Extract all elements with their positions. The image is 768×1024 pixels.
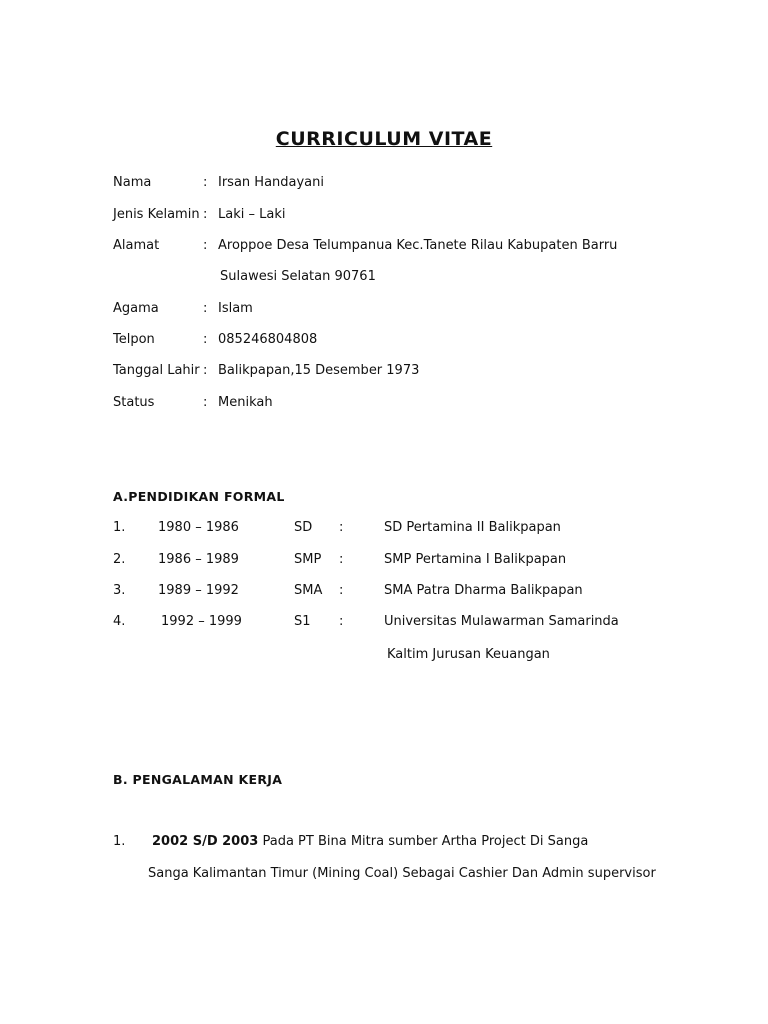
education-row-level: SMA (294, 583, 323, 598)
separator: : (339, 583, 344, 598)
education-row-number: 4. (113, 614, 126, 629)
separator: : (203, 332, 208, 347)
education-row-number: 3. (113, 583, 126, 598)
education-row-years: 1989 – 1992 (158, 583, 239, 598)
separator: : (203, 175, 208, 190)
separator: : (203, 395, 208, 410)
label-agama: Agama (113, 301, 159, 316)
experience-heading: B. PENGALAMAN KERJA (113, 772, 283, 787)
experience-item-text: Pada PT Bina Mitra sumber Artha Project Di Sanga (262, 834, 589, 849)
value-jenis-kelamin: Laki – Laki (218, 207, 286, 222)
experience-item-line1 (152, 834, 588, 850)
separator: : (339, 520, 344, 535)
education-row-years: 1980 – 1986 (158, 520, 239, 535)
value-alamat: Aroppoe Desa Telumpanua Kec.Tanete Rilau Kabupaten Barru (218, 238, 618, 253)
separator: : (203, 207, 208, 222)
separator: : (203, 363, 208, 378)
experience-item-period: 2002 S/D 2003 (152, 834, 259, 849)
separator: : (339, 552, 344, 567)
experience-item-number: 1. (113, 834, 126, 849)
separator: : (203, 301, 208, 316)
education-row-number: 1. (113, 520, 126, 535)
education-row-school: Universitas Mulawarman Samarinda (384, 614, 619, 629)
education-row-years: 1986 – 1989 (158, 552, 239, 567)
label-jenis-kelamin: Jenis Kelamin (113, 207, 200, 222)
label-nama: Nama (113, 175, 152, 190)
education-row-school: SMA Patra Dharma Balikpapan (384, 583, 583, 598)
education-row-school: SD Pertamina II Balikpapan (384, 520, 561, 535)
experience-item-line2: Sanga Kalimantan Timur (Mining Coal) Sebagai Cashier Dan Admin supervisor (148, 866, 656, 881)
education-row-level: S1 (294, 614, 311, 629)
separator: : (339, 614, 344, 629)
education-heading: A.PENDIDIKAN FORMAL (113, 489, 285, 504)
label-alamat: Alamat (113, 238, 160, 253)
label-status: Status (113, 395, 155, 410)
education-row-number: 2. (113, 552, 126, 567)
education-row-level: SMP (294, 552, 322, 567)
value-agama: Islam (218, 301, 253, 316)
education-row-school-line2: Kaltim Jurusan Keuangan (387, 647, 550, 662)
separator: : (203, 238, 208, 253)
education-row-years: 1992 – 1999 (161, 614, 242, 629)
value-telpon: 085246804808 (218, 332, 318, 347)
value-nama: Irsan Handayani (218, 175, 324, 190)
value-alamat-line2: Sulawesi Selatan 90761 (220, 269, 376, 284)
value-tanggal-lahir: Balikpapan,15 Desember 1973 (218, 363, 420, 378)
education-row-school: SMP Pertamina I Balikpapan (384, 552, 567, 567)
document-title: CURRICULUM VITAE (275, 128, 493, 150)
label-tanggal-lahir: Tanggal Lahir (113, 363, 200, 378)
label-telpon: Telpon (113, 332, 155, 347)
education-row-level: SD (294, 520, 313, 535)
value-status: Menikah (218, 395, 273, 410)
